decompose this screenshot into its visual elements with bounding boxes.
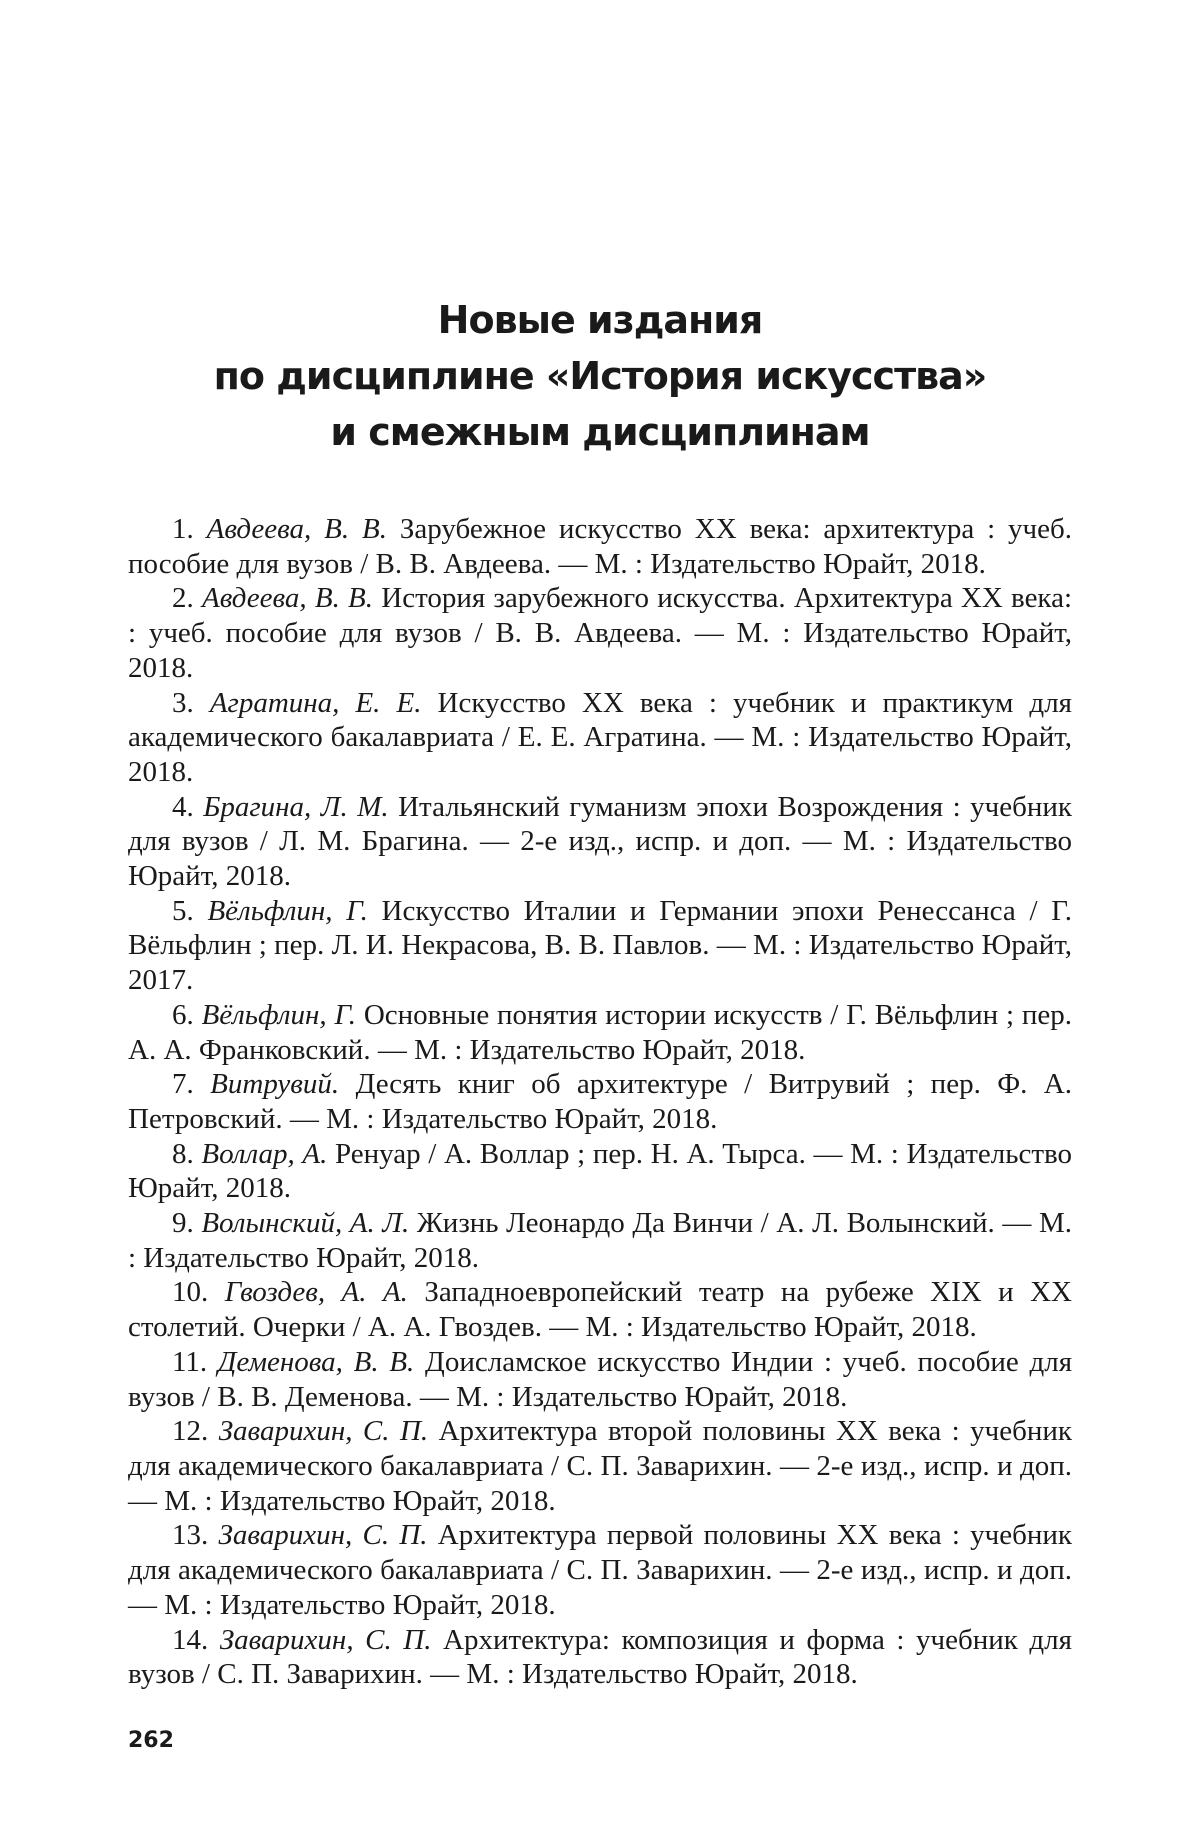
entry-author: Витрувий. (210, 1068, 340, 1101)
entry-text: Итальянский гуманизм эпохи Возрождения : учебник для вузов / Л. М. Брагина. — 2-е изд., испр. и доп. — М. : Издательство Юрайт, 2018. (128, 790, 1073, 893)
bibliography-entry (128, 1067, 1072, 1136)
bibliography-entry (128, 790, 1072, 894)
entry-number: 13. (172, 1519, 209, 1552)
entry-text: Основные понятия истории искусств / Г. Вёльфлин ; пер. А. А. Франковский. — М. : Издательство Юрайт, 2018. (128, 998, 1072, 1066)
bibliography-entry (128, 894, 1072, 998)
entry-text: Архитектура второй половины XX века : учебник для академического бакалавриата / С. П. Заварихин. — 2-е изд., испр. и доп. — М. : Издательство Юрайт, 2018. (128, 1415, 1073, 1517)
entry-author: Брагина, Л. М. (203, 790, 389, 823)
entry-author: Заварихин, С. П. (218, 1415, 429, 1448)
bibliography-entry (128, 1137, 1072, 1206)
entry-number: 11. (172, 1345, 208, 1378)
heading-line-1: Новые издания (437, 298, 763, 342)
entry-number: 2. (172, 582, 194, 615)
entry-text: Доисламское искусство Индии : учеб. пособие для вузов / В. В. Деменова. — М. : Издательство Юрайт, 2018. (128, 1345, 1073, 1413)
heading-line-2: по дисциплине «История искусства» (213, 354, 987, 398)
entry-author: Агратина, Е. Е. (209, 686, 422, 719)
entry-author: Авдеева, В. В. (201, 582, 374, 615)
entry-number: 3. (172, 686, 194, 719)
entry-author: Заварихин, С. П. (219, 1623, 432, 1656)
entry-text: Десять книг об архитектуре / Витрувий ; пер. Ф. А. Петровский. — М. : Издательство Юрайт, 2018. (128, 1068, 1072, 1135)
bibliography-entry (128, 1518, 1072, 1622)
entry-number: 5. (172, 894, 194, 927)
heading-line-3: и смежным дисциплинам (330, 410, 870, 454)
bibliography-entry (128, 581, 1072, 685)
entry-number: 10. (172, 1276, 209, 1309)
entry-number: 9. (172, 1207, 194, 1240)
entry-number: 12. (172, 1415, 209, 1448)
entry-author: Деменова, В. В. (217, 1345, 415, 1378)
bibliography-list (128, 512, 1072, 1692)
entry-author: Гвоздев, А. А. (224, 1276, 408, 1309)
bibliography-entry (128, 686, 1072, 790)
bibliography-entry (128, 1623, 1072, 1692)
entry-text: Западноевропейский театр на рубеже XIX и XX столетий. Очерки / А. А. Гвоздев. — М. : Издательство Юрайт, 2018. (128, 1276, 1072, 1344)
entry-text: Архитектура: композиция и форма : учебник для вузов / С. П. Заварихин. — М. : Издательство Юрайт, 2018. (128, 1623, 1072, 1691)
entry-number: 6. (172, 998, 194, 1031)
entry-author: Вёльфлин, Г. (201, 998, 357, 1031)
entry-author: Авдеева, В. В. (206, 513, 387, 545)
bibliography-entry (128, 1206, 1072, 1275)
entry-number: 7. (172, 1068, 194, 1101)
entry-text: Искусство XX века : учебник и практикум для академического бакалавриата / Е. Е. Агратина. — М. : Издательство Юрайт, 2018. (128, 686, 1073, 788)
entry-author: Вёльфлин, Г. (207, 894, 368, 927)
entry-text: Жизнь Леонардо Да Винчи / А. Л. Волынский. — М. : Издательство Юрайт, 2018. (128, 1207, 1072, 1274)
entry-number: 4. (172, 790, 194, 823)
entry-number: 1. (172, 513, 194, 545)
entry-text: Искусство Италии и Германии эпохи Ренессанса / Г. Вёльфлин ; пер. Л. И. Некрасова, В. В. Павлов. — М. : Издательство Юрайт, 2017. (128, 894, 1072, 997)
entry-number: 14. (172, 1623, 209, 1656)
entry-text: История зарубежного искусства. Архитектура XX века: : учеб. пособие для вузов / В. В. Авдеева. — М. : Издательство Юрайт, 2018. (128, 582, 1073, 684)
page-number: 262 (128, 1728, 174, 1753)
bibliography-entry (128, 1275, 1072, 1344)
entry-text: Зарубежное искусство XX века: архитектура : учеб. пособие для вузов / В. В. Авдеева. — М. : Издательство Юрайт, 2018. (128, 513, 1073, 580)
page-heading (0, 292, 1200, 460)
entry-text: Архитектура первой половины XX века : учебник для академического бакалавриата / С. П. Заварихин. — 2-е изд., испр. и доп. — М. : Издательство Юрайт, 2018. (128, 1519, 1073, 1621)
entry-text: Ренуар / А. Воллар ; пер. Н. А. Тырса. — М. : Издательство Юрайт, 2018. (128, 1137, 1073, 1205)
entry-author: Заварихин, С. П. (218, 1519, 428, 1552)
bibliography-entry (128, 1414, 1072, 1518)
bibliography-entry (128, 998, 1072, 1067)
entry-author: Воллар, А. (201, 1137, 328, 1170)
entry-number: 8. (172, 1137, 194, 1170)
bibliography-entry (128, 512, 1072, 581)
entry-author: Волынский, А. Л. (201, 1207, 410, 1240)
bibliography-entry (128, 1345, 1072, 1414)
